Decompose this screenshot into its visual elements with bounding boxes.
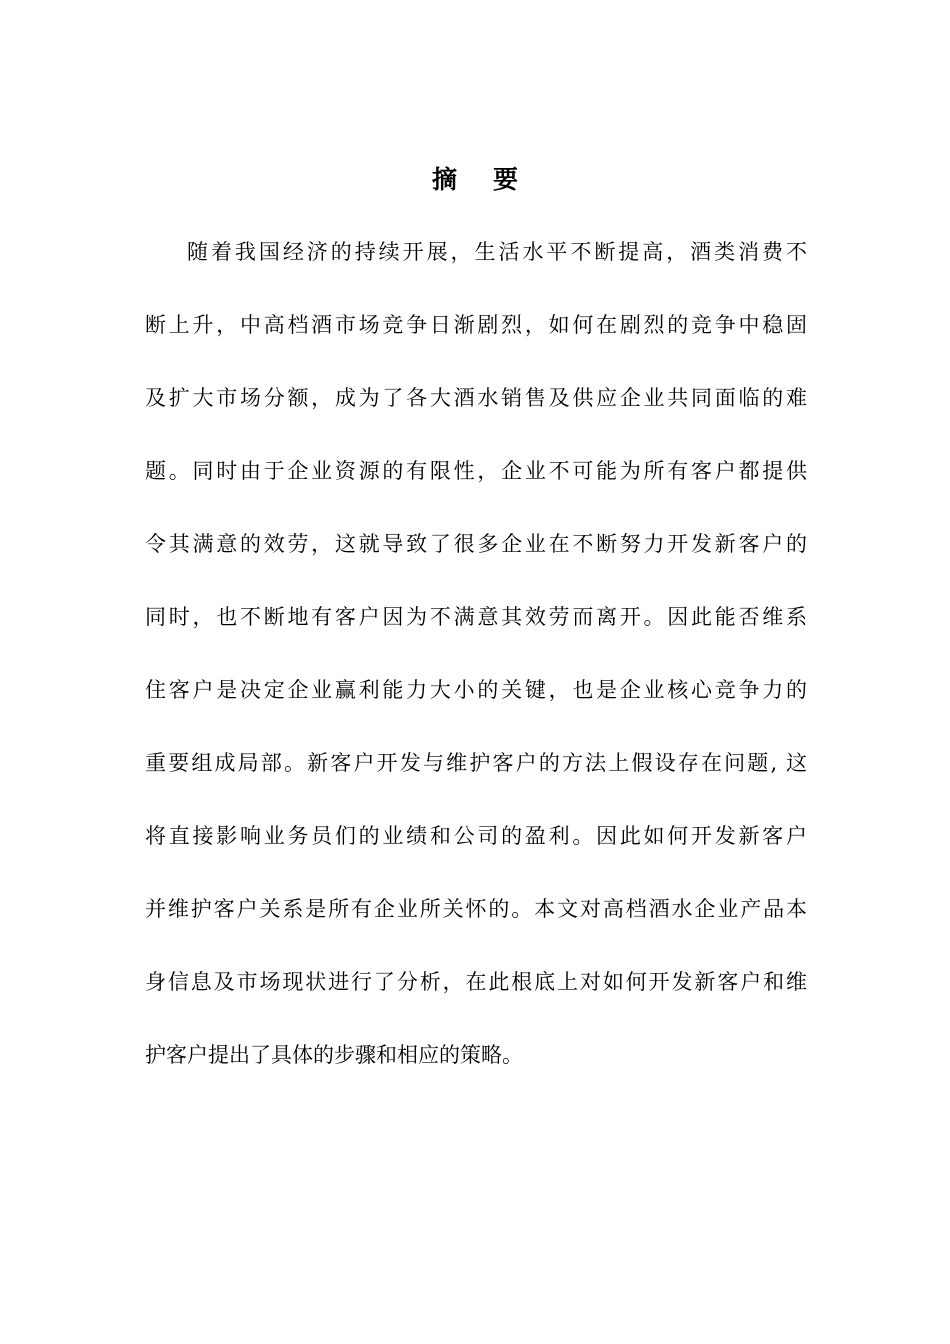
abstract-line: 令其满意的效劳，这就导致了很多企业在不断努力开发新客户的 (145, 532, 807, 556)
abstract-line: 题。同时由于企业资源的有限性，企业不可能为所有客户都提供 (145, 459, 807, 483)
abstract-line: 及扩大市场分额，成为了各大酒水销售及供应企业共同面临的难 (145, 386, 807, 410)
abstract-body (145, 234, 807, 1110)
abstract-line: 随着我国经济的持续开展，生活水平不断提高，酒类消费不 (187, 240, 807, 264)
abstract-line: 重要组成局部。新客户开发与维护客户的方法上假设存在问题, 这 (145, 751, 807, 775)
abstract-line: 身信息及市场现状进行了分析，在此根底上对如何开发新客户和维 (145, 970, 807, 994)
abstract-line: 住客户是决定企业赢利能力大小的关键，也是企业核心竞争力的 (145, 678, 807, 702)
abstract-line: 护客户提出了具体的步骤和相应的策略。 (145, 1043, 523, 1067)
abstract-line: 将直接影响业务员们的业绩和公司的盈利。因此如何开发新客户 (145, 824, 807, 848)
abstract-line: 断上升，中高档酒市场竞争日渐剧烈，如何在剧烈的竞争中稳固 (145, 313, 807, 337)
abstract-title: 摘要 (431, 165, 554, 194)
abstract-line: 并维护客户关系是所有企业所关怀的。本文对高档酒水企业产品本 (145, 897, 807, 921)
abstract-line: 同时，也不断地有客户因为不满意其效劳而离开。因此能否维系 (145, 605, 807, 629)
